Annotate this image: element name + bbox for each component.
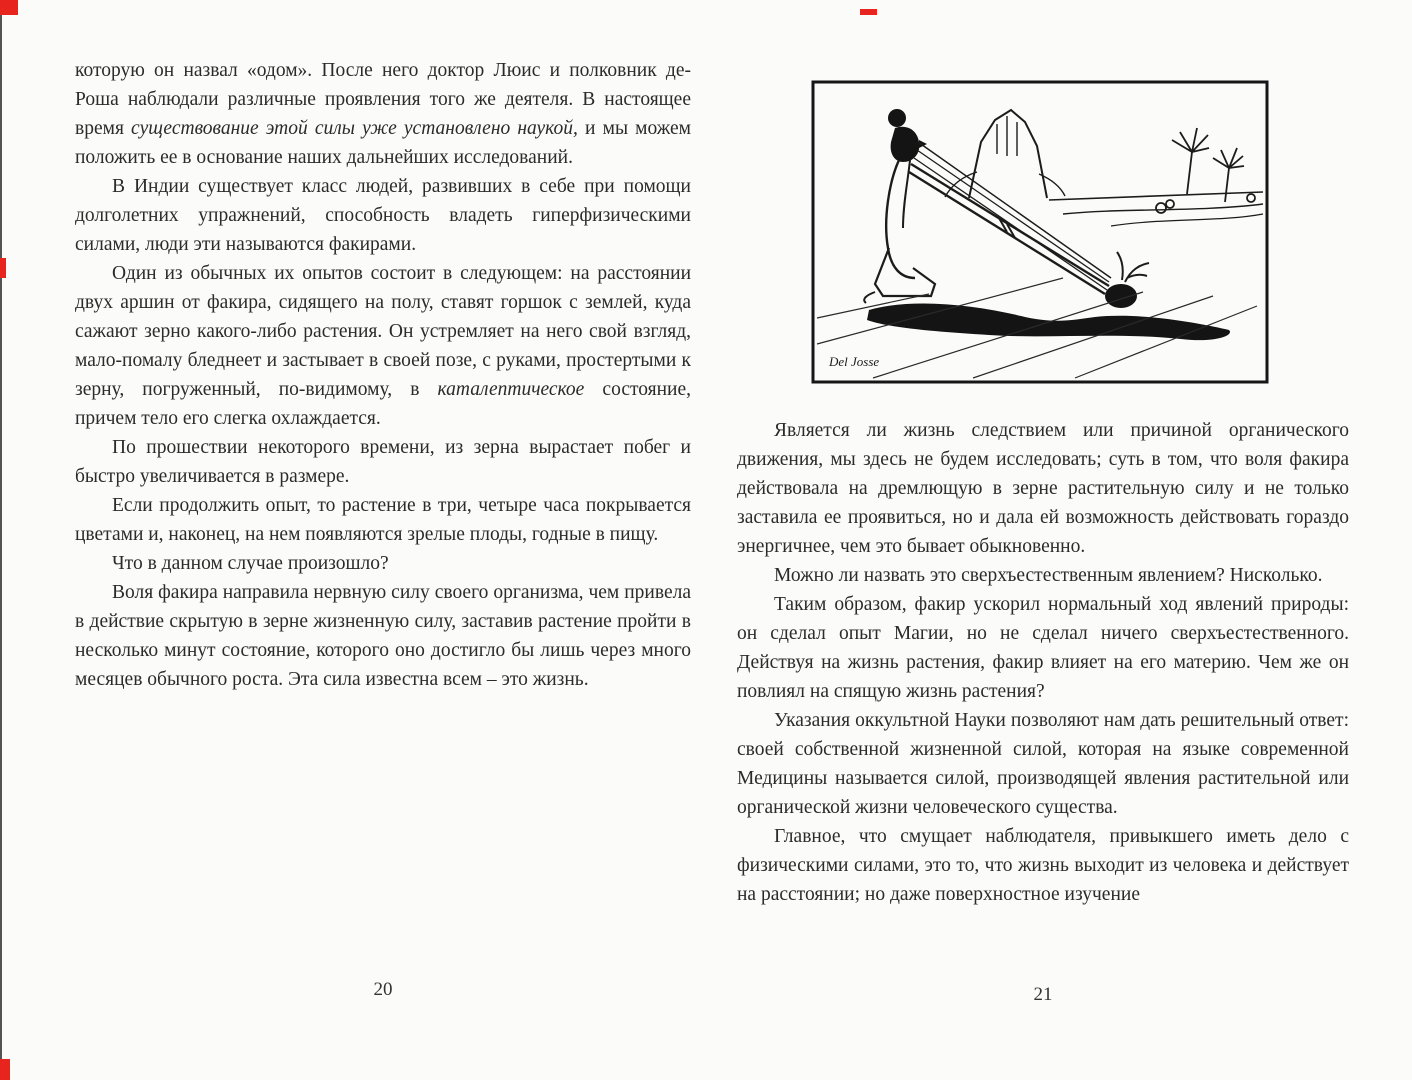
italic-text: каталептическое: [437, 379, 585, 400]
paragraph: [737, 706, 1349, 822]
page-number-right: 21: [1033, 984, 1053, 1005]
fakir-illustration: [811, 80, 1269, 384]
scan-artifact-top-left: [0, 0, 18, 15]
body-text: которую он назвал «одом». После него доктор Люис и полковник де-Роша наблюдали различные проявления того же деятеля. В настоящее время: [75, 60, 691, 139]
scan-artifact-bottom-left: [0, 1059, 10, 1080]
paragraph: [75, 549, 691, 578]
body-text: Воля факира направила нервную силу своего организма, чем привела в действие скрытую в зерне жизненную силу, заставив растение пройти в несколько минут состояние, которого оно достигло бы лишь через много месяцев обычного роста. Эта сила известна всем – это жизнь.: [75, 582, 691, 690]
body-text: состояние, причем тело его слегка охлаждается.: [75, 379, 691, 429]
paragraph: [75, 172, 691, 259]
body-text: и мы можем положить ее в основание наших дальнейших исследований.: [75, 118, 691, 168]
body-text: В Индии существует класс людей, развивших в себе при помощи долголетних упражнений, способность владеть гиперфизическими силами, люди эти называются факирами.: [75, 176, 691, 255]
illustrator-signature: Del Josse: [829, 354, 880, 369]
scan-artifact-top-center: [860, 9, 877, 15]
body-text: Можно ли назвать это сверхъестественным явлением? Нисколько.: [774, 565, 1323, 586]
scan-edge-line: [0, 0, 2, 1080]
body-text: Если продолжить опыт, то растение в три, четыре часа покрывается цветами и, наконец, на нем появляются зрелые плоды, годные в пищу.: [75, 495, 691, 545]
paragraph: [737, 561, 1349, 590]
page-number-left: 20: [373, 979, 393, 1000]
paragraph: [75, 491, 691, 549]
paragraph: [737, 822, 1349, 909]
body-text: Что в данном случае произошло?: [112, 553, 389, 574]
body-text: По прошествии некоторого времени, из зерна вырастает побег и быстро увеличивается в размере.: [75, 437, 691, 487]
body-text: Таким образом, факир ускорил нормальный ход явлений природы: он сделал опыт Магии, но не сделал ничего сверхъестественного. Действуя на жизнь растения, факир влияет на его материю. Чем же он повлиял на спящую жизнь растения?: [737, 594, 1349, 702]
background-mound: [945, 110, 1065, 198]
left-page: [75, 56, 691, 694]
right-page-text: [737, 416, 1349, 909]
body-text: Указания оккультной Науки позволяют нам дать решительный ответ: своей собственной жизненной силой, которая на языке современной Медицины называется силой, производящей явления растительной или органической жизни человеческого существа.: [737, 710, 1349, 818]
paragraph: [75, 56, 691, 172]
italic-text: существование этой силы уже установлено наукой,: [131, 118, 578, 139]
palm-trees-icon: [1156, 128, 1255, 213]
body-text: Один из обычных их опытов состоит в следующем: на расстоянии двух аршин от факира, сидящего на полу, ставят горшок с землей, куда сажают зерно какого-либо растения. Он устремляет на него свой взгляд, мало-помалу бледнеет и застывает в своей позе, с руками, простертыми к зерну, погруженный, по-видимому, в: [75, 263, 691, 400]
scan-artifact-mid-left: [0, 258, 6, 278]
plant-pot: [1105, 252, 1149, 308]
left-page-text: [75, 56, 691, 694]
paragraph: [75, 433, 691, 491]
paragraph: [737, 590, 1349, 706]
magnetic-rays: [909, 142, 1111, 294]
body-text: Является ли жизнь следствием или причиной органического движения, мы здесь не будем исследовать; суть в том, что воля факира действовала на дремлющую в зерне растительную силу и не только заставила ее проявиться, но и дала ей возможность действовать гораздо энергичнее, чем это бывает обыкновенно.: [737, 420, 1349, 557]
paragraph: [75, 259, 691, 433]
paragraph: [75, 578, 691, 694]
body-text: Главное, что смущает наблюдателя, привыкшего иметь дело с физическими силами, это то, что жизнь выходит из человека и действует на расстоянии; но даже поверхностное изучение: [737, 826, 1349, 905]
paragraph: [737, 416, 1349, 561]
right-page: [737, 56, 1349, 909]
fakir-figure: [864, 109, 935, 303]
